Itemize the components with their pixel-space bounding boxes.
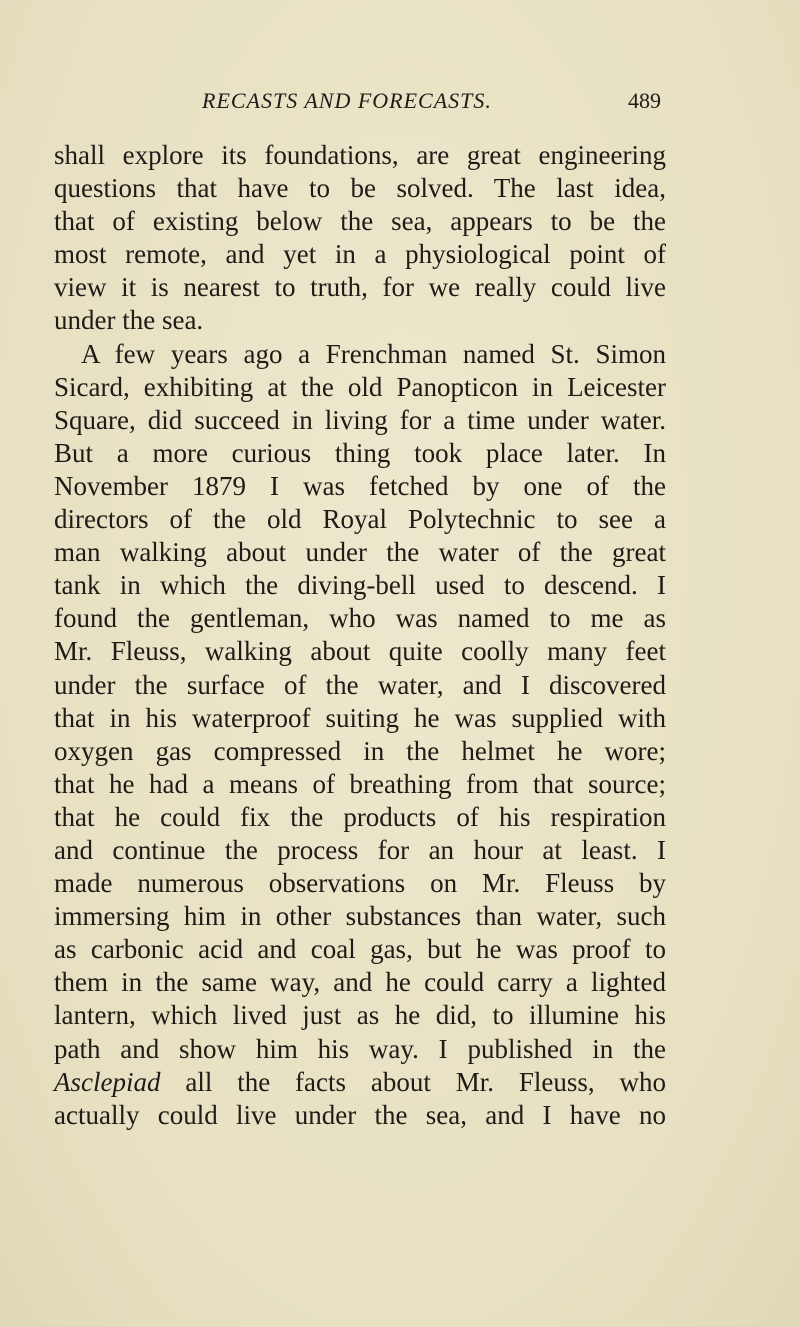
text-line: Mr. Fleuss, walking about quite coolly many feet bbox=[54, 636, 666, 667]
text-line: that of existing below the sea, appears to be the bbox=[54, 206, 666, 237]
text-line: view it is nearest to truth, for we really could live bbox=[54, 272, 666, 303]
text-line: man walking about under the water of the great bbox=[54, 537, 666, 568]
text-line: under the surface of the water, and I discovered bbox=[54, 669, 666, 700]
text-line: most remote, and yet in a physiological point of bbox=[54, 239, 666, 270]
running-head bbox=[0, 88, 800, 118]
text-line: But a more curious thing took place later. In bbox=[54, 437, 666, 468]
text-line: November 1879 I was fetched by one of the bbox=[54, 470, 666, 501]
text-line: that he could fix the products of his respiration bbox=[54, 801, 666, 832]
text-line: Sicard, exhibiting at the old Panopticon in Leicester bbox=[54, 371, 666, 402]
text-line: oxygen gas compressed in the helmet he wore; bbox=[54, 735, 666, 766]
text-line bbox=[54, 1066, 666, 1099]
text-fragment: all the facts about Mr. Fleuss, who bbox=[160, 1066, 666, 1097]
running-title: RECASTS AND FORECASTS. bbox=[202, 88, 492, 113]
text-line: lantern, which lived just as he did, to illumine his bbox=[54, 1000, 666, 1031]
text-line: found the gentleman, who was named to me as bbox=[54, 603, 666, 634]
text-line: them in the same way, and he could carry a lighted bbox=[54, 967, 666, 998]
text-line: under the sea. bbox=[54, 305, 204, 336]
text-line: actually could live under the sea, and I have no bbox=[54, 1099, 666, 1130]
body-text bbox=[54, 139, 666, 1132]
text-line: immersing him in other substances than water, such bbox=[54, 901, 666, 932]
text-line: questions that have to be solved. The last idea, bbox=[54, 173, 666, 204]
text-line: A few years ago a Frenchman named St. Simon bbox=[81, 338, 666, 369]
italic-title: Asclepiad bbox=[54, 1066, 161, 1097]
text-line: made numerous observations on Mr. Fleuss by bbox=[54, 868, 666, 899]
text-line: that in his waterproof suiting he was supplied with bbox=[54, 702, 666, 733]
text-line: and continue the process for an hour at least. I bbox=[54, 834, 666, 865]
text-line: shall explore its foundations, are great engineering bbox=[54, 140, 666, 170]
text-line: directors of the old Royal Polytechnic to see a bbox=[54, 504, 666, 535]
page-number: 489 bbox=[628, 88, 661, 113]
text-line: that he had a means of breathing from that source; bbox=[54, 768, 666, 799]
text-line: path and show him his way. I published in the bbox=[54, 1033, 666, 1064]
text-line: tank in which the diving-bell used to descend. I bbox=[54, 570, 666, 601]
text-line: Square, did succeed in living for a time under water. bbox=[54, 404, 666, 435]
text-line: as carbonic acid and coal gas, but he was proof to bbox=[54, 934, 666, 965]
